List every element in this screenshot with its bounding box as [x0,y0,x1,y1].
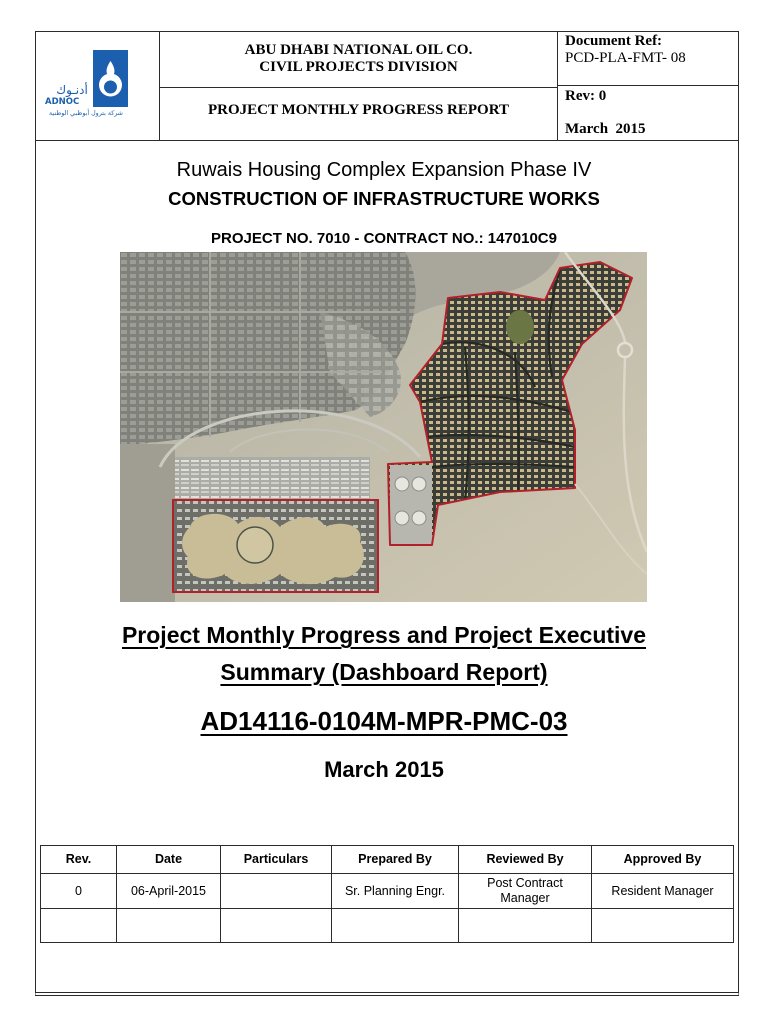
col-header-prepared-by: Prepared By [332,846,459,874]
revision-label: Rev: 0 [565,88,607,104]
col-header-particulars: Particulars [221,846,332,874]
document-ref-label: Document Ref: [565,33,663,49]
document-number-wrapper [0,705,768,737]
project-scope: CONSTRUCTION OF INFRASTRUCTURE WORKS [168,188,600,209]
table-row [41,874,734,909]
cell-date [117,909,221,943]
report-period: March 2015 [324,757,444,782]
aerial-building-cluster [175,457,370,499]
col-header-date: Date [117,846,221,874]
col-header-rev: Rev. [41,846,117,874]
report-title-line-2: Summary (Dashboard Report) [220,659,548,685]
cell-prepared-by: Sr. Planning Engr. [332,874,459,909]
site-aerial-image [120,252,647,602]
project-contract-numbers: PROJECT NO. 7010 - CONTRACT NO.: 147010C9 [211,230,557,247]
logo-latin-name: ADNOC [45,97,80,107]
cell-particulars [221,909,332,943]
organization-cell [160,31,558,88]
document-number: AD14116-0104M-MPR-PMC-03 [200,706,568,736]
company-name: ABU DHABI NATIONAL OIL CO. [244,42,473,58]
cell-rev [41,909,117,943]
header-date: March 2015 [565,121,646,137]
document-ref-value: PCD-PLA-FMT- 08 [565,50,686,66]
cell-prepared-by [332,909,459,943]
cell-reviewed-by [459,909,592,943]
logo-arabic-name: أدنـوك [56,83,88,97]
revision-cell [558,86,738,140]
southwest-compound [173,500,378,592]
cell-approved-by: Resident Manager [592,874,734,909]
division-name: CIVIL PROJECTS DIVISION [259,59,458,75]
col-header-approved-by: Approved By [592,846,734,874]
cell-date: 06-April-2015 [117,874,221,909]
report-title-line-1-wrapper [0,617,768,654]
table-row [41,909,734,943]
logo-cell [35,31,160,140]
logo-arabic-full-name: شركة بترول أبوظبي الوطنية [49,110,123,117]
report-title [0,617,768,691]
col-header-reviewed-by: Reviewed By [459,846,592,874]
project-name: Ruwais Housing Complex Expansion Phase IV [176,159,592,181]
tank-compound [390,465,432,545]
report-type-cell [160,88,558,140]
report-title-line-1: Project Monthly Progress and Project Executive [121,622,647,648]
document-ref-cell [558,31,738,86]
table-header-row [41,846,734,874]
cell-rev: 0 [41,874,117,909]
report-type: PROJECT MONTHLY PROGRESS REPORT [207,102,510,118]
development-green-area [506,310,534,344]
adnoc-logo [40,45,155,125]
cell-particulars [221,874,332,909]
reviewed-by-value: Post Contract Manager [487,876,563,905]
central-circle [237,527,273,563]
cell-reviewed-by [459,874,592,909]
cell-approved-by [592,909,734,943]
report-title-line-2-wrapper [0,654,768,691]
document-header [35,31,739,141]
aerial-sand-southwest [120,444,175,602]
revision-table [40,845,734,943]
